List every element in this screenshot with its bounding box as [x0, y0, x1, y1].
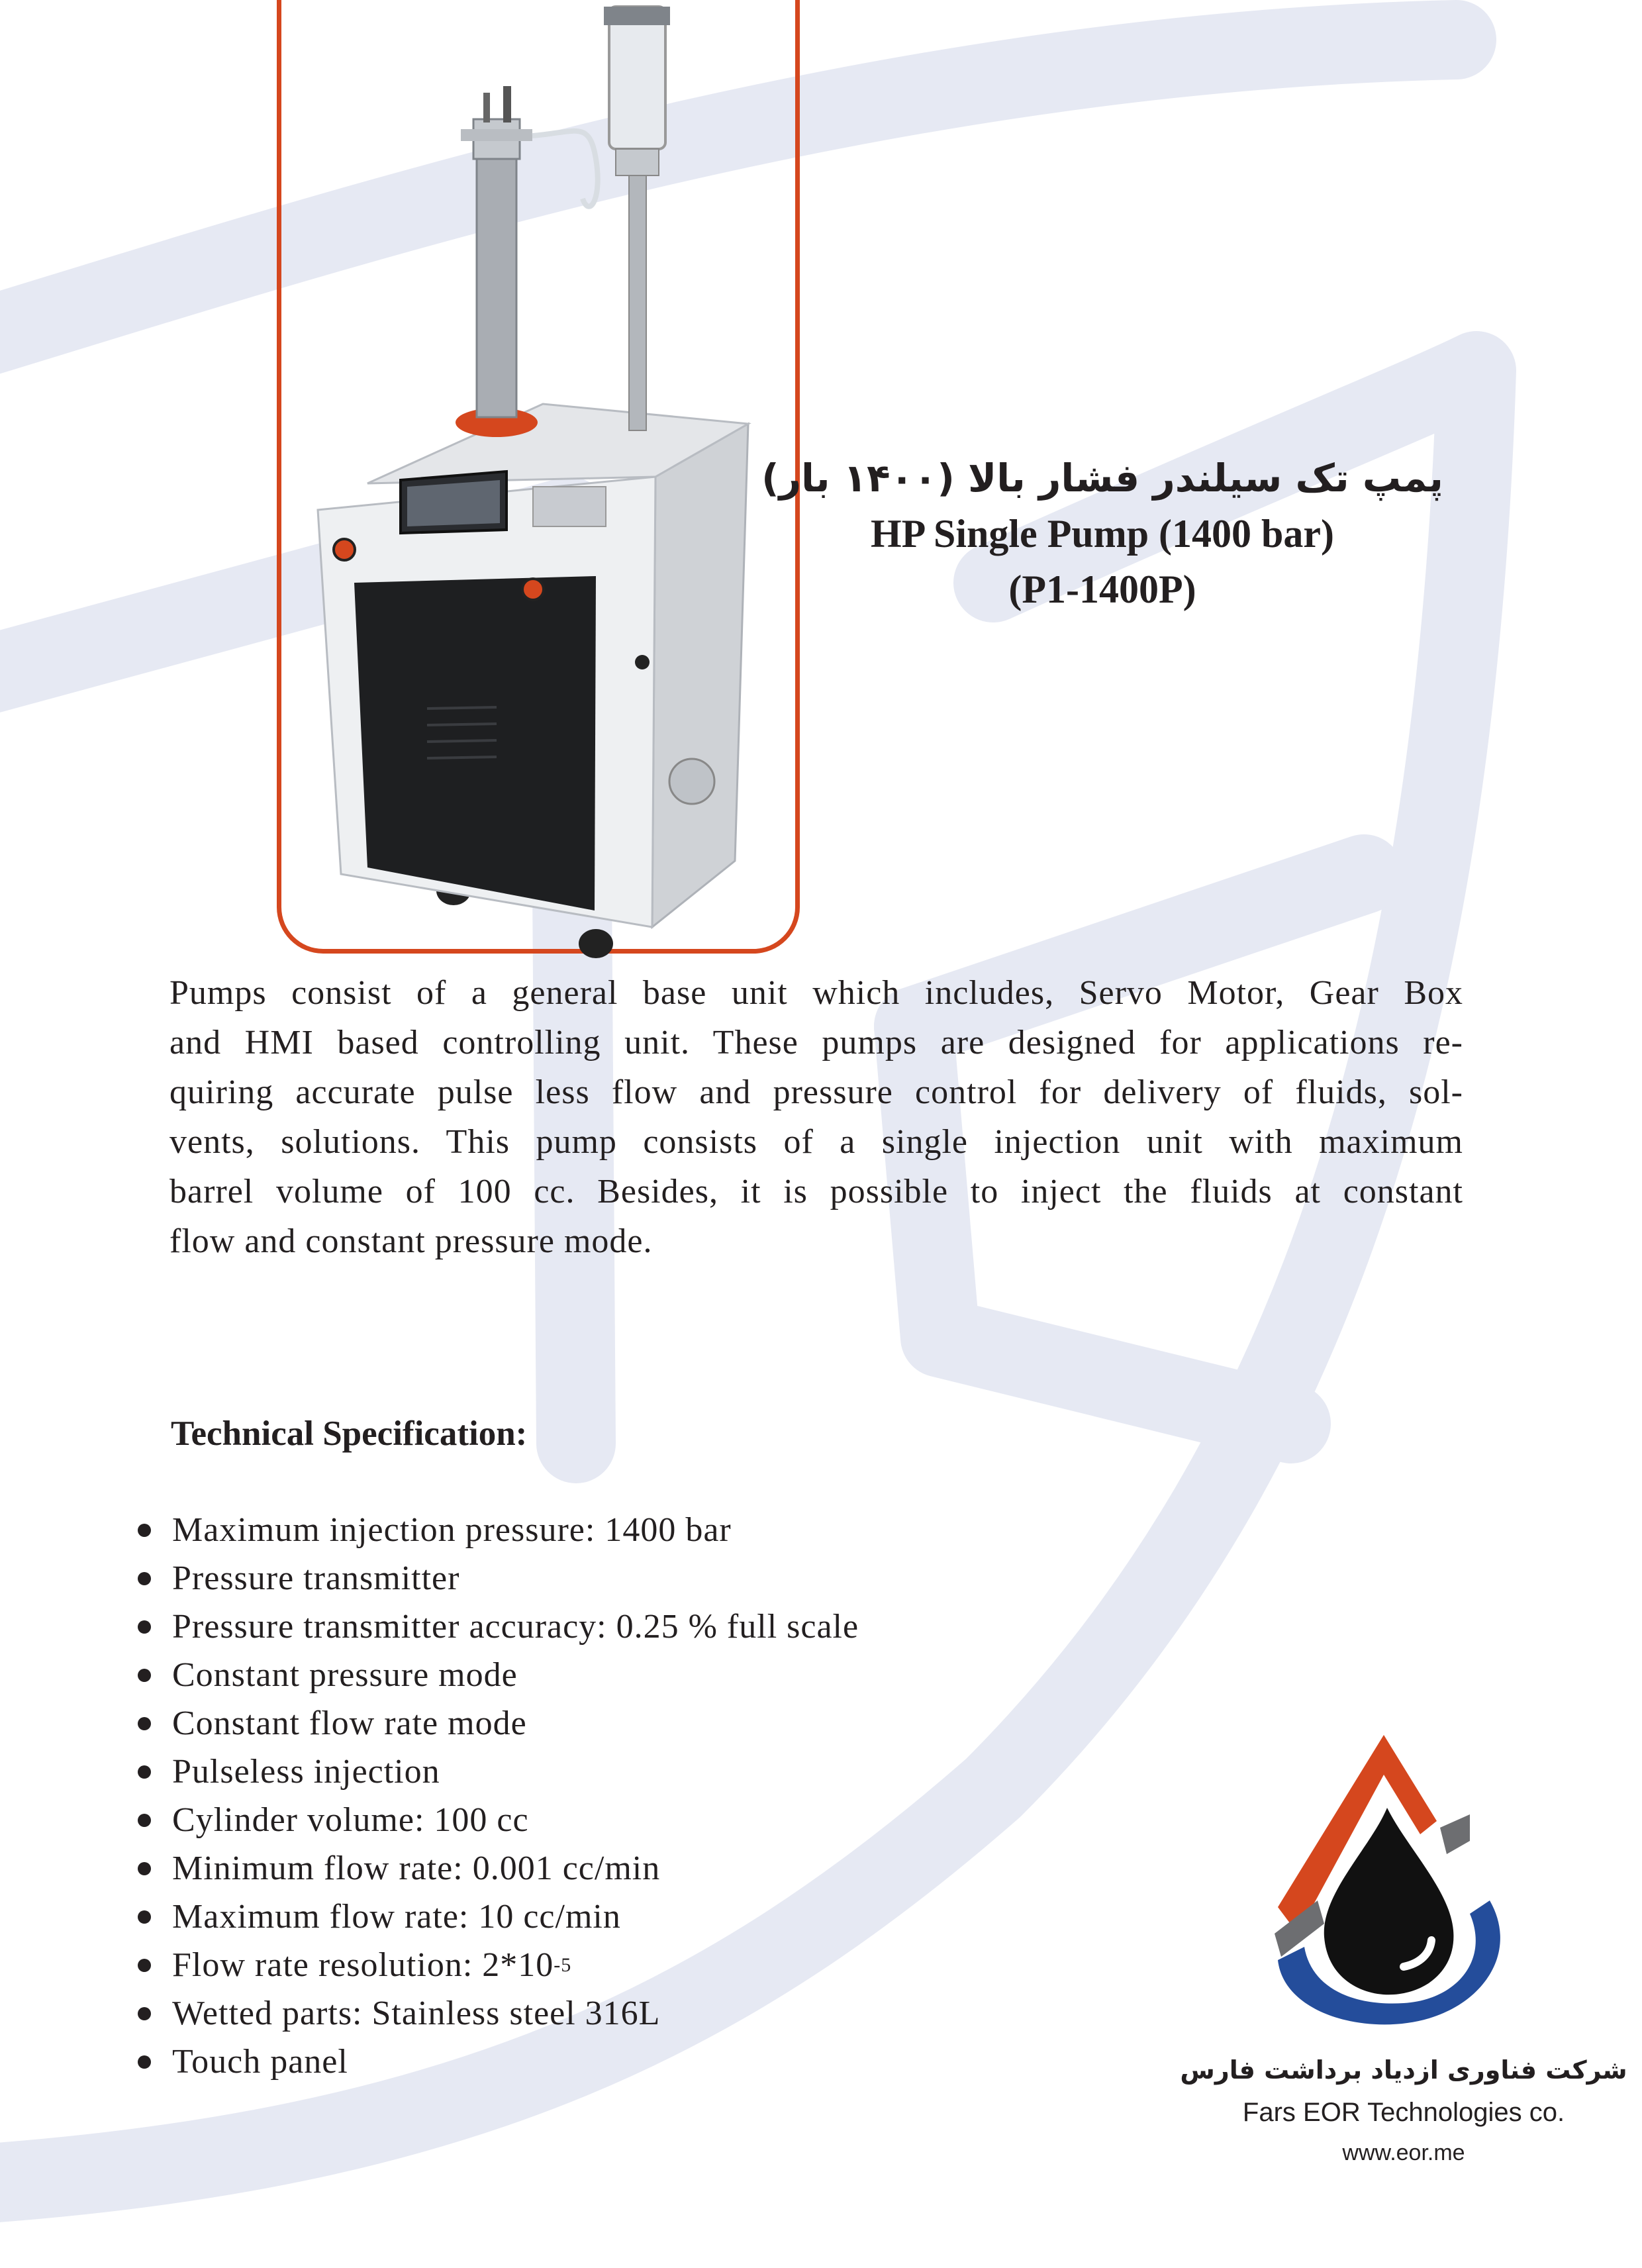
- spec-text: Touch panel: [172, 2043, 348, 2081]
- spec-heading: Technical Specification:: [171, 1414, 528, 1453]
- description-line: barrel volume of 100 cc. Besides, it is possible to inject the fluids at constant: [169, 1173, 1463, 1210]
- bullet-icon: [138, 1814, 151, 1827]
- spec-text: Wetted parts: Stainless steel 316L: [172, 1995, 661, 2032]
- bullet-icon: [138, 1717, 151, 1730]
- bullet-icon: [138, 1765, 151, 1779]
- spec-text: Flow rate resolution: 2*10: [172, 1946, 554, 1984]
- product-model: (P1-1400P): [1008, 567, 1196, 611]
- bullet-icon: [138, 1620, 151, 1634]
- bullet-icon: [138, 1572, 151, 1585]
- cabinet-door: [354, 576, 596, 911]
- cylinder-barrel: [477, 123, 516, 417]
- emergency-button: [334, 539, 355, 560]
- spec-item: [132, 1989, 859, 2038]
- pump-illustration: [285, 0, 788, 967]
- company-website: www.eor.me: [1342, 2140, 1465, 2165]
- logo-gray-bar-right: [1440, 1814, 1470, 1854]
- description-line: vents, solutions. This pump consists of a single injection unit with maximum: [169, 1123, 1463, 1161]
- spec-text: Maximum flow rate: 10 cc/min: [172, 1898, 621, 1936]
- bullet-icon: [138, 1862, 151, 1875]
- cooling-fan: [669, 759, 714, 804]
- spec-item: [132, 1651, 859, 1699]
- spec-item: [132, 1748, 859, 1796]
- description-line: and HMI based controlling unit. These pumps are designed for applications re-: [169, 1024, 1463, 1061]
- company-logo: [1271, 1735, 1523, 2026]
- spec-item: [132, 1554, 859, 1602]
- spec-item-resolution: [132, 1941, 859, 1989]
- bullet-icon: [138, 1959, 151, 1972]
- spec-item: [132, 1796, 859, 1844]
- description-line: flow and constant pressure mode.: [169, 1222, 653, 1260]
- emergency-button-2: [522, 579, 544, 600]
- bullet-icon: [138, 2007, 151, 2020]
- spec-item: [132, 1844, 859, 1893]
- spec-text: Maximum injection pressure: 1400 bar: [172, 1511, 732, 1549]
- spec-text: Pressure transmitter: [172, 1559, 460, 1597]
- product-title-block: [755, 450, 1450, 617]
- description-line: Pumps consist of a general base unit which includes, Servo Motor, Gear Box: [169, 974, 1463, 1012]
- product-title-english: HP Single Pump (1400 bar): [870, 512, 1335, 556]
- spec-item: [132, 2038, 859, 2086]
- product-title-persian: پمپ تک سیلندر فشار بالا (۱۴۰۰ بار): [761, 456, 1443, 501]
- spec-text: Pressure transmitter accuracy: 0.25 % full scale: [172, 1608, 859, 1646]
- bullet-icon: [138, 2055, 151, 2069]
- spec-text: Minimum flow rate: 0.001 cc/min: [172, 1849, 661, 1887]
- spec-item: [132, 1506, 859, 1554]
- reservoir-bottle: [609, 7, 665, 149]
- wheel-right: [579, 929, 613, 958]
- vent-grill: [533, 487, 606, 526]
- spec-item: [132, 1893, 859, 1941]
- spec-exponent: -5: [554, 1953, 572, 1976]
- bullet-icon: [138, 1910, 151, 1924]
- spec-text: Constant flow rate mode: [172, 1704, 527, 1742]
- company-name-english: Fars EOR Technologies co.: [1242, 2098, 1565, 2127]
- cabinet-side: [652, 424, 748, 927]
- bullet-icon: [138, 1524, 151, 1537]
- spec-text: Constant pressure mode: [172, 1656, 518, 1694]
- bullet-icon: [138, 1669, 151, 1682]
- product-description: [169, 968, 1463, 1266]
- reservoir-pole: [629, 172, 646, 430]
- spec-item: [132, 1699, 859, 1748]
- spec-item: [132, 1602, 859, 1651]
- company-name-persian: شرکت فناوری ازدیاد برداشت فارس: [1180, 2055, 1627, 2085]
- description-line: quiring accurate pulse less flow and pressure control for delivery of fluids, sol-: [169, 1073, 1463, 1111]
- spec-text: Cylinder volume: 100 cc: [172, 1801, 529, 1839]
- spec-list: [132, 1506, 859, 2086]
- spec-text: Pulseless injection: [172, 1753, 440, 1791]
